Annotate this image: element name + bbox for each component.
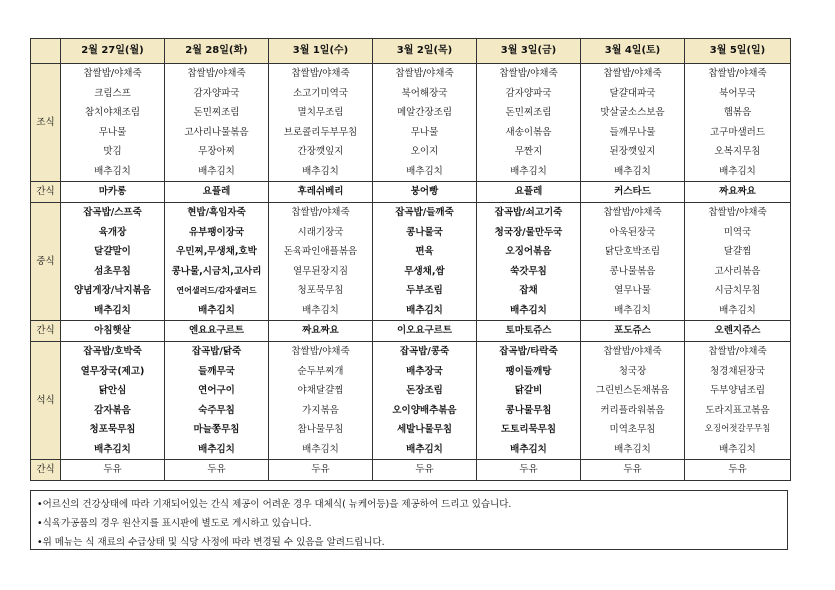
snack-night-row xyxy=(31,460,791,481)
menu-item: 메알간장조림 xyxy=(396,107,453,118)
menu-item: 배추장국 xyxy=(406,365,443,377)
menu-item: 참치야채조림 xyxy=(84,107,141,118)
menu-item: 잡곡밥/호박죽 xyxy=(83,346,142,357)
note-line: •위 메뉴는 식 재료의 수급상태 및 식당 사정에 따라 변경될 수 있음을 알려드립니다. xyxy=(37,537,385,548)
menu-item: 돈민찌조림 xyxy=(505,107,552,118)
menu-item: 오징어젓갈무무침 xyxy=(704,424,771,434)
header-row xyxy=(31,39,791,64)
menu-item: 잡채 xyxy=(519,285,538,296)
lunch-cell xyxy=(373,203,477,321)
menu-item: 달걀말이 xyxy=(94,246,131,257)
dinner-cell xyxy=(269,342,373,460)
menu-item: 무장아찌 xyxy=(198,146,235,157)
notes-box xyxy=(30,490,788,550)
dinner-cell xyxy=(685,342,791,460)
menu-item: 배추김치 xyxy=(719,304,756,316)
menu-item: 열무장국(제고) xyxy=(80,365,145,377)
dinner-row xyxy=(31,342,791,460)
menu-item: 오이지 xyxy=(410,146,439,157)
menu-item: 유부팽이장국 xyxy=(188,226,245,238)
menu-item: 배추김치 xyxy=(406,304,443,316)
snack-cell: 두유 xyxy=(477,460,581,481)
menu-item: 아욱된장국 xyxy=(609,226,656,238)
menu-item: 고사리볶음 xyxy=(714,265,761,277)
menu-item: 배추김치 xyxy=(302,304,339,316)
lunch-cell xyxy=(269,203,373,321)
menu-item: 찹쌀밥/야채죽 xyxy=(708,68,767,79)
dinner-cell xyxy=(477,342,581,460)
breakfast-cell xyxy=(581,64,685,182)
menu-item: 배추김치 xyxy=(510,304,547,316)
menu-item: 열무된장지짐 xyxy=(292,265,349,277)
menu-item: 감자볶음 xyxy=(94,404,131,416)
snack-cell: 두유 xyxy=(269,460,373,481)
menu-item: 숙주무침 xyxy=(198,404,235,416)
menu-item: 청경채된장국 xyxy=(709,365,766,377)
menu-item: 마늘쫑무침 xyxy=(193,424,240,435)
menu-item: 콩나물무침 xyxy=(505,404,552,416)
menu-item: 배추김치 xyxy=(614,304,651,316)
menu-item: 감자양파국 xyxy=(505,87,552,99)
dinner-cell xyxy=(61,342,165,460)
menu-item: 배추김치 xyxy=(614,443,651,455)
menu-item: 잡곡밥/쇠고기죽 xyxy=(494,207,563,218)
menu-item: 고구마샐러드 xyxy=(709,126,766,138)
breakfast-cell xyxy=(477,64,581,182)
menu-item: 오복지무침 xyxy=(714,146,761,157)
menu-item: 그린빈스돈채볶음 xyxy=(595,385,670,396)
menu-item: 돈장조림 xyxy=(406,385,443,396)
menu-item: 미역국 xyxy=(723,226,752,238)
menu-item: 무나물 xyxy=(410,126,439,138)
menu-item: 고사리나물볶음 xyxy=(184,126,249,138)
day-header: 3월 4일(토) xyxy=(581,39,685,64)
snack-cell: 커스타드 xyxy=(581,182,685,203)
snack-cell: 요플레 xyxy=(165,182,269,203)
snack-cell: 오렌지쥬스 xyxy=(685,321,791,342)
menu-item: 배추김치 xyxy=(510,165,547,177)
menu-item: 무생채,쌈 xyxy=(404,265,445,277)
menu-item: 배추김치 xyxy=(94,165,131,177)
day-header: 3월 1일(수) xyxy=(269,39,373,64)
lunch-cell xyxy=(477,203,581,321)
note-line: •어르신의 건강상태에 따라 기재되어있는 간식 제공이 어려운 경우 대체식( 뉴케어등)을 제공하여 드리고 있습니다. xyxy=(37,499,512,510)
snack-am-row xyxy=(31,182,791,203)
menu-item: 찹쌀밥/야채죽 xyxy=(708,207,767,218)
snack-cell: 짜요짜요 xyxy=(269,321,373,342)
menu-item: 찹쌀밥/야채죽 xyxy=(83,68,142,79)
menu-item: 찹쌀밥/야채죽 xyxy=(291,346,350,357)
breakfast-cell xyxy=(685,64,791,182)
snack-cell: 두유 xyxy=(373,460,477,481)
day-header: 3월 2일(목) xyxy=(373,39,477,64)
menu-item: 배추김치 xyxy=(719,165,756,177)
menu-item: 배추김치 xyxy=(719,443,756,455)
snack-cell: 엔요요구르트 xyxy=(165,321,269,342)
menu-item: 시래기장국 xyxy=(297,226,344,238)
menu-item: 배추김치 xyxy=(198,443,235,455)
menu-item: 순두부찌개 xyxy=(297,365,344,377)
note-line: •식육가공품의 경우 원산지를 표시판에 별도로 게시하고 있습니다. xyxy=(37,518,312,529)
menu-item: 우민찌,무생채,호박 xyxy=(176,246,257,257)
menu-item: 콩나물볶음 xyxy=(609,265,656,277)
menu-item: 콩나물국 xyxy=(406,226,443,238)
snack-cell: 두유 xyxy=(581,460,685,481)
menu-item: 배추김치 xyxy=(198,165,235,177)
menu-item: 배추김치 xyxy=(302,443,339,455)
menu-item: 육개장 xyxy=(98,226,127,238)
snack-cell: 마카롱 xyxy=(61,182,165,203)
menu-item: 돈육파인애플볶음 xyxy=(283,246,358,257)
menu-item: 배추김치 xyxy=(302,165,339,177)
menu-item: 양념게장/낙지볶음 xyxy=(74,285,151,296)
dinner-label: 석식 xyxy=(31,342,61,460)
menu-item: 찹쌀밥/야채죽 xyxy=(187,68,246,79)
menu-item: 배추김치 xyxy=(406,165,443,177)
menu-item: 배추김치 xyxy=(406,443,443,455)
menu-item: 배추김치 xyxy=(510,443,547,455)
snack-cell: 두유 xyxy=(61,460,165,481)
snack-cell: 토마토쥬스 xyxy=(477,321,581,342)
menu-item: 세발나물무침 xyxy=(396,424,453,435)
menu-item: 새송이볶음 xyxy=(505,126,552,138)
menu-item: 청국장/물만두국 xyxy=(494,226,563,238)
breakfast-cell xyxy=(373,64,477,182)
menu-item: 배추김치 xyxy=(94,304,131,316)
snack-cell: 붕어빵 xyxy=(373,182,477,203)
dinner-cell xyxy=(373,342,477,460)
menu-item: 멸치무조림 xyxy=(297,107,344,118)
menu-item: 무짠지 xyxy=(514,146,543,157)
snack-label: 간식 xyxy=(31,182,61,203)
menu-item: 닭안심 xyxy=(98,385,127,396)
day-header: 3월 3일(금) xyxy=(477,39,581,64)
lunch-cell xyxy=(61,203,165,321)
breakfast-cell xyxy=(269,64,373,182)
menu-item: 현밥/흑임자죽 xyxy=(187,207,246,218)
menu-item: 맛살굴소스보음 xyxy=(600,107,665,118)
menu-item: 섬초무침 xyxy=(94,265,131,277)
menu-item: 열무나물 xyxy=(614,285,651,296)
menu-item: 들깨무나물 xyxy=(609,126,656,138)
lunch-row xyxy=(31,203,791,321)
weekly-menu-table xyxy=(30,38,791,481)
menu-item: 두부양념조림 xyxy=(709,385,766,396)
menu-item: 잡곡밥/타락죽 xyxy=(499,346,558,357)
menu-item: 도토리묵무침 xyxy=(500,424,557,435)
menu-item: 된장깻잎지 xyxy=(609,146,656,157)
snack-label: 간식 xyxy=(31,321,61,342)
menu-item: 잡곡밥/콩죽 xyxy=(399,346,450,357)
menu-item: 찹쌀밥/야채죽 xyxy=(291,68,350,79)
snack-cell: 짜요짜요 xyxy=(685,182,791,203)
breakfast-cell xyxy=(61,64,165,182)
day-header: 2월 27일(월) xyxy=(61,39,165,64)
day-header: 2월 28일(화) xyxy=(165,39,269,64)
dinner-cell xyxy=(165,342,269,460)
menu-item: 달걀대파국 xyxy=(609,87,656,99)
dinner-cell xyxy=(581,342,685,460)
menu-item: 돈민찌조림 xyxy=(193,107,240,118)
menu-item: 연어구이 xyxy=(198,385,235,396)
lunch-cell xyxy=(685,203,791,321)
menu-item: 가지볶음 xyxy=(302,404,339,416)
menu-item: 찹쌀밥/야채죽 xyxy=(499,68,558,79)
menu-item: 야채달걀찜 xyxy=(297,385,344,396)
menu-item: 청포묵무침 xyxy=(89,424,136,435)
menu-item: 간장깻잎지 xyxy=(297,146,344,157)
snack-cell: 이오요구르트 xyxy=(373,321,477,342)
menu-item: 북어무국 xyxy=(719,87,756,99)
snack-label: 간식 xyxy=(31,460,61,481)
menu-item: 감자양파국 xyxy=(193,87,240,99)
snack-cell: 포도쥬스 xyxy=(581,321,685,342)
menu-item: 찹쌀밥/야채죽 xyxy=(603,346,662,357)
snack-cell: 후레쉬베리 xyxy=(269,182,373,203)
snack-cell: 두유 xyxy=(685,460,791,481)
lunch-cell xyxy=(581,203,685,321)
menu-item: 소고기미역국 xyxy=(292,87,349,99)
breakfast-row xyxy=(31,64,791,182)
menu-item: 잡곡밥/스프죽 xyxy=(83,207,142,218)
menu-item: 청포묵무침 xyxy=(297,285,344,296)
lunch-cell xyxy=(165,203,269,321)
menu-item: 커리플라워볶음 xyxy=(600,404,665,416)
menu-item: 찹쌀밥/야채죽 xyxy=(603,207,662,218)
snack-cell: 요플레 xyxy=(477,182,581,203)
menu-item: 콩나물,시금치,고사리 xyxy=(171,265,262,277)
corner-cell xyxy=(31,39,61,64)
menu-item: 찹쌀밥/야채죽 xyxy=(603,68,662,79)
menu-item: 배추김치 xyxy=(94,443,131,455)
menu-item: 연어샐러드/감자샐러드 xyxy=(176,286,257,295)
menu-item: 찹쌀밥/야채죽 xyxy=(291,207,350,218)
menu-item: 쑥갓무침 xyxy=(510,265,547,277)
menu-item: 청국장 xyxy=(618,365,647,377)
menu-item: 잡곡밥/닭죽 xyxy=(191,346,242,357)
menu-item: 북어해장국 xyxy=(401,87,448,99)
menu-item: 도라지표고볶음 xyxy=(705,404,770,416)
menu-item: 햄볶음 xyxy=(723,107,752,118)
menu-item: 편육 xyxy=(415,246,434,257)
day-header: 3월 5일(일) xyxy=(685,39,791,64)
breakfast-label: 조식 xyxy=(31,64,61,182)
menu-item: 배추김치 xyxy=(198,304,235,316)
menu-item: 시금치무침 xyxy=(714,285,761,296)
menu-item: 달걀찜 xyxy=(723,246,752,257)
menu-item: 오이양배추볶음 xyxy=(392,404,457,416)
snack-pm-row xyxy=(31,321,791,342)
menu-item: 오징어볶음 xyxy=(505,246,552,257)
menu-item: 잡곡밥/들깨죽 xyxy=(395,207,454,218)
menu-item: 크림스프 xyxy=(94,87,131,99)
menu-item: 참나물무침 xyxy=(297,424,344,435)
menu-item: 맛김 xyxy=(103,146,122,157)
menu-item: 미역초무침 xyxy=(609,424,656,435)
menu-item: 들깨무국 xyxy=(198,365,235,377)
menu-item: 찹쌀밥/야채죽 xyxy=(395,68,454,79)
breakfast-cell xyxy=(165,64,269,182)
menu-item: 배추김치 xyxy=(614,165,651,177)
menu-item: 닭갈비 xyxy=(514,385,543,396)
menu-item: 브로콜리두부무침 xyxy=(283,126,358,138)
snack-cell: 두유 xyxy=(165,460,269,481)
menu-item: 찹쌀밥/야채죽 xyxy=(708,346,767,357)
menu-item: 무나물 xyxy=(98,126,127,138)
menu-item: 두부조림 xyxy=(406,285,443,296)
menu-item: 닭단호박조림 xyxy=(604,246,661,257)
snack-cell: 아침햇살 xyxy=(61,321,165,342)
menu-item: 팽이들깨탕 xyxy=(505,365,552,377)
lunch-label: 중식 xyxy=(31,203,61,321)
